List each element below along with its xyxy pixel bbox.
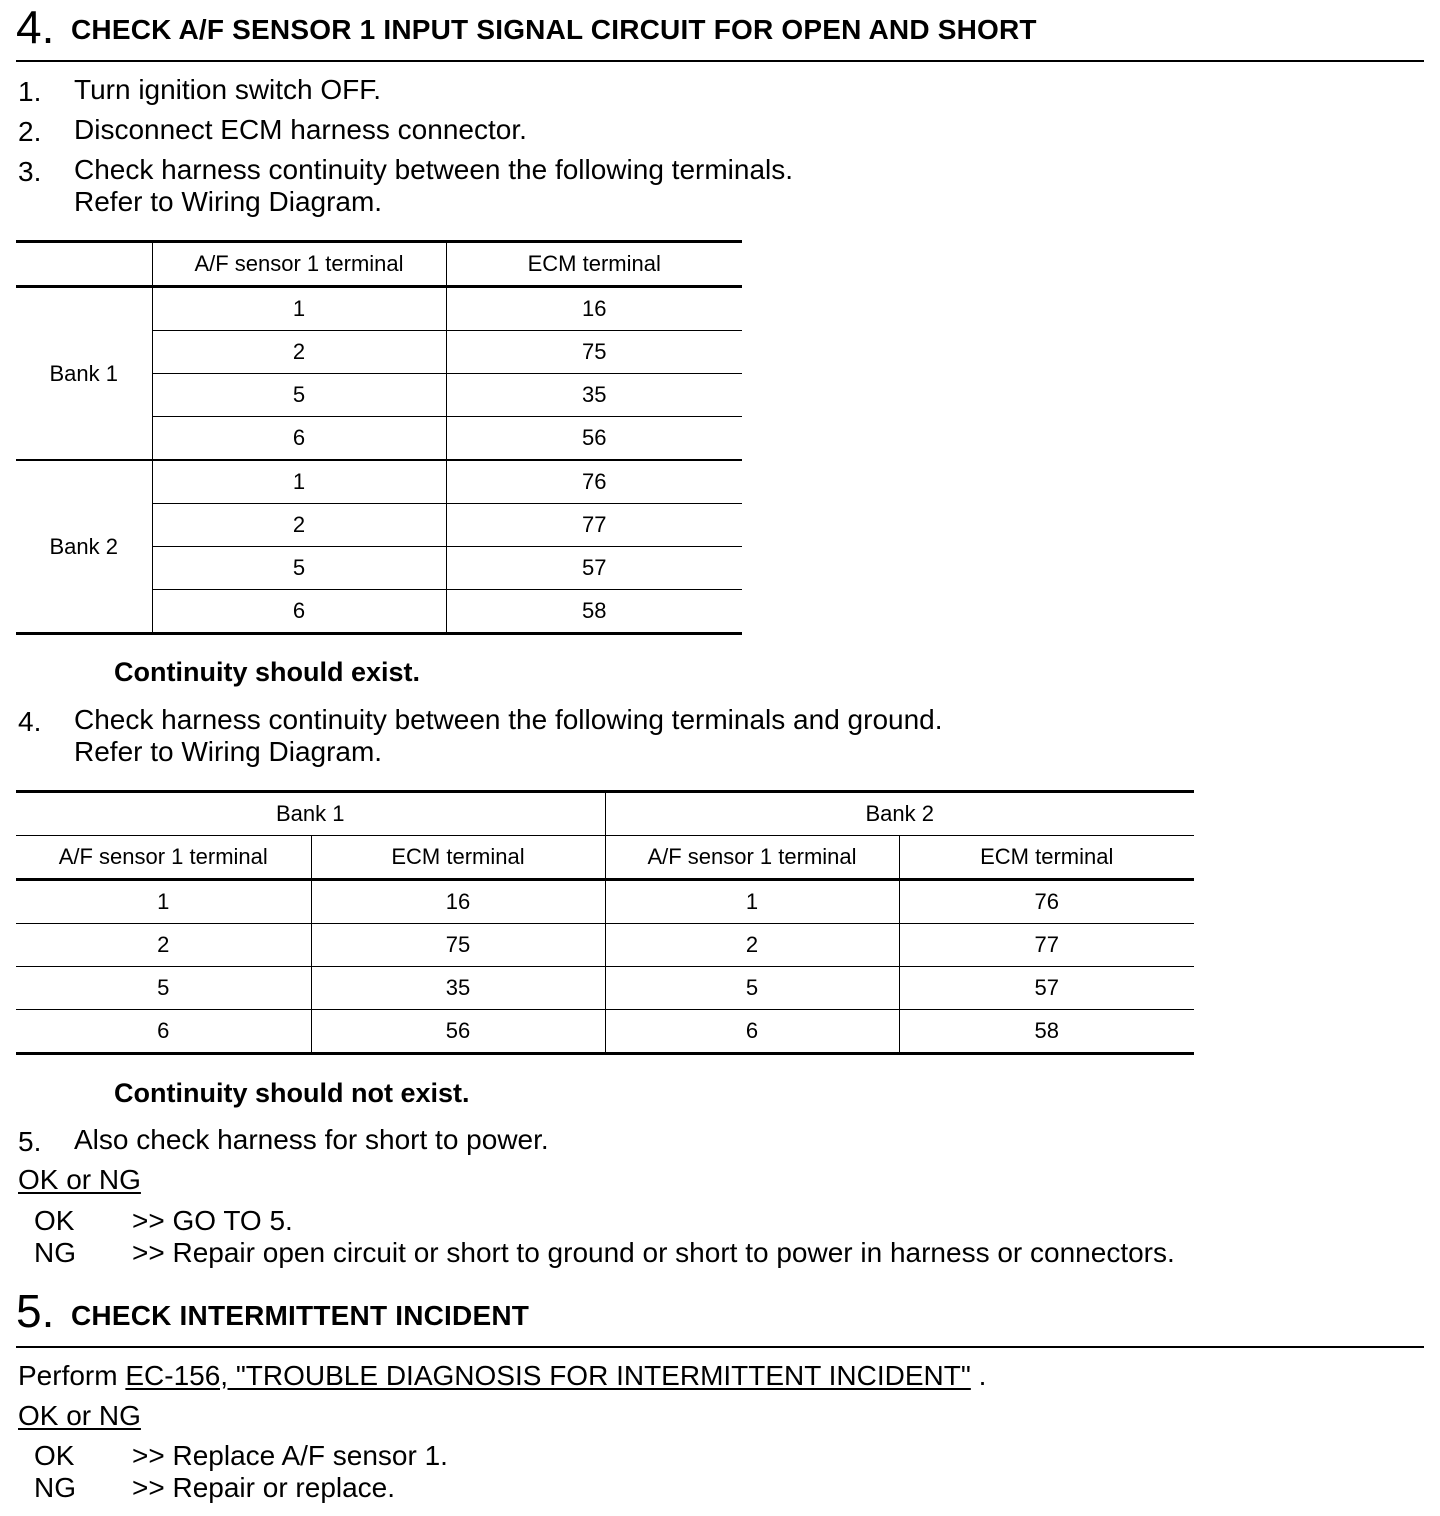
table-group-header-row: [16, 792, 1194, 836]
ng-result-4: >> Repair open circuit or short to ground or short to power in harness or connectors.: [132, 1237, 1175, 1268]
section-5-header: [16, 1284, 1424, 1348]
trouble-diagnosis-link[interactable]: EC-156, "TROUBLE DIAGNOSIS FOR INTERMITTENT INCIDENT": [125, 1360, 971, 1391]
perform-prefix: Perform: [18, 1360, 126, 1391]
step-2-text: Disconnect ECM harness connector.: [74, 114, 527, 145]
table-cell: 5: [152, 374, 446, 417]
table-cell: 2: [152, 331, 446, 374]
perform-suffix: .: [970, 1360, 987, 1391]
table-cell: 6: [157, 1018, 170, 1043]
table-cell: 56: [446, 417, 742, 461]
table-cell: 16: [446, 287, 742, 331]
section-5-title: CHECK INTERMITTENT INCIDENT: [71, 1300, 530, 1331]
table-cell: 58: [899, 1010, 1194, 1054]
ok-label-4: OK: [34, 1205, 75, 1236]
table-header-row: [16, 836, 1194, 880]
section-5-number: 5.: [16, 1285, 55, 1337]
step-1-number: 1.: [18, 76, 42, 107]
bank-1-label: Bank 1: [16, 287, 152, 461]
bank-2-label: Bank 2: [49, 533, 118, 559]
ok-result-5: >> Replace A/F sensor 1.: [132, 1440, 448, 1471]
table-row: [16, 880, 1194, 924]
step-3-subtext: Refer to Wiring Diagram.: [74, 186, 383, 217]
table-cell: 2: [605, 924, 899, 967]
table-cell: 58: [446, 590, 742, 634]
table-cell: 57: [899, 967, 1194, 1010]
step-4-text: Check harness continuity between the following terminals and ground.: [74, 704, 943, 735]
table-cell: 6: [152, 417, 446, 461]
table-cell: 77: [899, 924, 1194, 967]
table-header-cell: [16, 242, 152, 287]
table-cell: 75: [446, 331, 742, 374]
ng-label-4: NG: [34, 1237, 76, 1268]
step-3-number: 3.: [18, 156, 42, 187]
table-cell: 1: [152, 287, 446, 331]
table-header-cell: A/F sensor 1 terminal: [152, 242, 446, 287]
table-cell: 76: [446, 460, 742, 504]
step-2-number: 2.: [18, 116, 42, 147]
continuity-note-1: Continuity should exist.: [114, 657, 421, 687]
table-cell: 76: [899, 880, 1194, 924]
table-cell: 5: [605, 967, 899, 1010]
table-cell: 6: [605, 1010, 899, 1054]
table-row: [16, 460, 742, 504]
section-4-number: 4.: [16, 1, 55, 53]
table-header-row: [16, 242, 742, 287]
table-cell: 75: [311, 924, 605, 967]
section-4-header: [16, 0, 1424, 62]
table-cell: 6: [152, 590, 446, 634]
step-4-subtext: Refer to Wiring Diagram.: [74, 736, 383, 767]
table-header-cell: A/F sensor 1 terminal: [605, 836, 899, 880]
section-4-title: CHECK A/F SENSOR 1 INPUT SIGNAL CIRCUIT FOR OPEN AND SHORT: [71, 14, 1037, 45]
table-group-header-bank-2: Bank 2: [605, 792, 1194, 836]
table-cell: 77: [446, 504, 742, 547]
step-4-number: 4.: [18, 706, 42, 737]
table-cell: 35: [311, 967, 605, 1010]
continuity-table-2: [16, 790, 1194, 1055]
table-row: [16, 924, 1194, 967]
table-row: [16, 1010, 1194, 1054]
ok-label-5: OK: [34, 1440, 75, 1471]
table-cell: 16: [311, 880, 605, 924]
table-cell: 56: [311, 1010, 605, 1054]
table-cell: 2: [16, 924, 311, 967]
table-header-cell: A/F sensor 1 terminal: [16, 836, 311, 880]
ng-label-5: NG: [34, 1472, 76, 1503]
continuity-note-2: Continuity should not exist.: [114, 1078, 470, 1108]
ok-result-4: >> GO TO 5.: [132, 1205, 293, 1236]
continuity-table-1: [16, 240, 742, 635]
ng-result-5: >> Repair or replace.: [132, 1472, 396, 1503]
ok-or-ng-label-4: OK or NG: [18, 1164, 141, 1195]
table-header-cell: ECM terminal: [899, 836, 1194, 880]
table-cell: 5: [16, 967, 311, 1010]
table-header-cell: ECM terminal: [311, 836, 605, 880]
table-cell: 35: [446, 374, 742, 417]
table-header-cell: ECM terminal: [446, 242, 742, 287]
table-cell: 2: [152, 504, 446, 547]
step-5-number: 5.: [18, 1126, 42, 1157]
step-3-text: Check harness continuity between the following terminals.: [74, 154, 794, 185]
table-row: [16, 287, 742, 331]
ok-or-ng-label-5: OK or NG: [18, 1400, 141, 1431]
table-cell: 57: [446, 547, 742, 590]
table-group-header-bank-1: Bank 1: [16, 792, 605, 836]
table-row: [16, 967, 1194, 1010]
table-cell: 1: [16, 880, 311, 924]
perform-line: [18, 1360, 986, 1392]
step-5-text: Also check harness for short to power.: [74, 1124, 549, 1155]
table-cell: 1: [605, 880, 899, 924]
table-cell: 5: [152, 547, 446, 590]
step-1-text: Turn ignition switch OFF.: [74, 74, 382, 105]
table-cell: 1: [152, 460, 446, 504]
